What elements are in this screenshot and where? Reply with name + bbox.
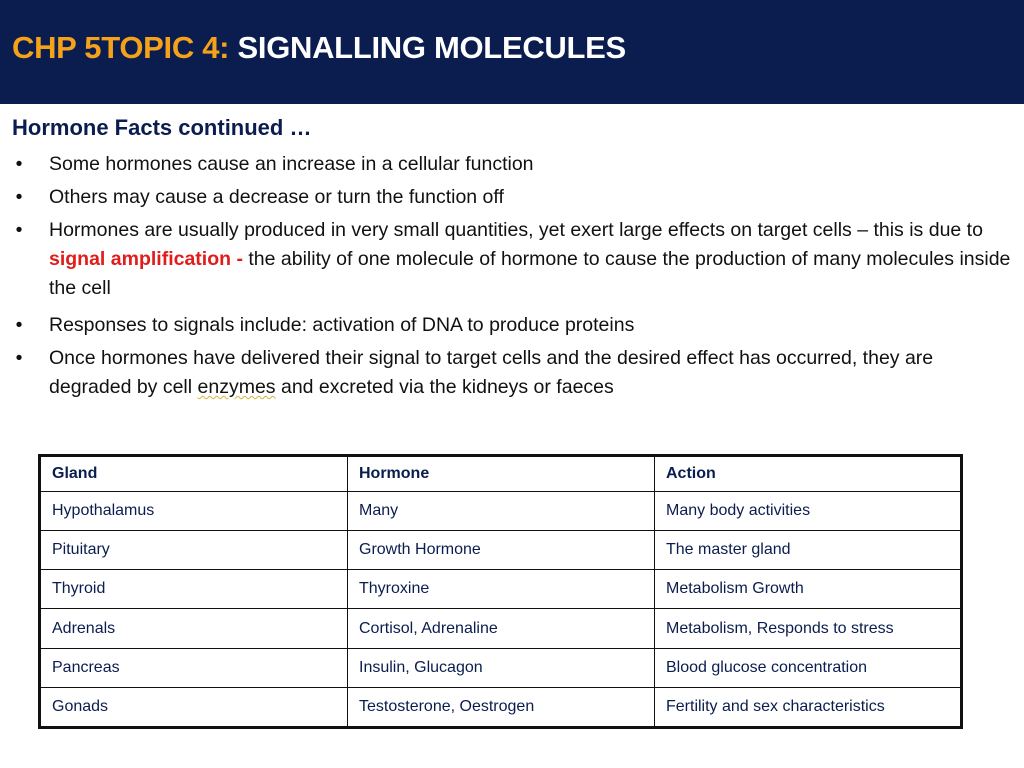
spellcheck-word: enzymes [197, 376, 276, 398]
bullet-icon: • [15, 186, 23, 208]
cell-action: The master gland [655, 531, 961, 570]
cell-action: Blood glucose concentration [655, 648, 961, 687]
table-row [41, 570, 961, 609]
bullet-icon: • [15, 219, 23, 241]
bullet-text: Some hormones cause an increase in a cellular function [49, 153, 534, 175]
bullet-icon: • [15, 314, 23, 336]
table-row [41, 492, 961, 531]
section-subtitle: Hormone Facts continued … [12, 115, 312, 140]
bullet-item [12, 344, 1017, 402]
bullet-list [12, 150, 1017, 410]
cell-gland: Hypothalamus [41, 492, 348, 531]
title-prefix: CHP 5TOPIC 4: [12, 30, 238, 65]
table-row [41, 531, 961, 570]
bullet-icon: • [15, 153, 23, 175]
gland-hormone-table [38, 454, 963, 729]
cell-gland: Gonads [41, 687, 348, 726]
bullet-text: Responses to signals include: activation of DNA to produce proteins [49, 314, 635, 336]
bullet-icon: • [15, 347, 23, 369]
cell-hormone: Thyroxine [348, 570, 655, 609]
cell-action: Metabolism, Responds to stress [655, 609, 961, 648]
cell-action: Fertility and sex characteristics [655, 687, 961, 726]
bullet-text: Once hormones have delivered their signal to target cells and the desired effect has occurred, they are degraded by cell [49, 347, 934, 398]
cell-hormone: Many [348, 492, 655, 531]
cell-hormone: Cortisol, Adrenaline [348, 609, 655, 648]
bullet-item [12, 183, 1017, 212]
table-row [41, 609, 961, 648]
header-action: Action [655, 457, 961, 492]
cell-gland: Adrenals [41, 609, 348, 648]
bullet-text: Hormones are usually produced in very small quantities, yet exert large effects on target cells – this is due to [49, 219, 983, 241]
cell-action: Metabolism Growth [655, 570, 961, 609]
highlight-term: signal amplification - [49, 248, 249, 270]
cell-hormone: Testosterone, Oestrogen [348, 687, 655, 726]
cell-hormone: Growth Hormone [348, 531, 655, 570]
slide-title [12, 30, 626, 66]
bullet-text-continued: the ability of one molecule of hormone to cause the production of many molecules inside the cell [49, 248, 1011, 299]
cell-gland: Pituitary [41, 531, 348, 570]
cell-gland: Pancreas [41, 648, 348, 687]
table-row [41, 648, 961, 687]
bullet-item [12, 150, 1017, 179]
cell-hormone: Insulin, Glucagon [348, 648, 655, 687]
cell-action: Many body activities [655, 492, 961, 531]
bullet-item [12, 311, 1017, 340]
bullet-item [12, 216, 1017, 303]
title-bar [0, 0, 1024, 104]
header-gland: Gland [41, 457, 348, 492]
bullet-text: Others may cause a decrease or turn the function off [49, 186, 504, 208]
cell-gland: Thyroid [41, 570, 348, 609]
header-hormone: Hormone [348, 457, 655, 492]
title-main: SIGNALLING MOLECULES [237, 30, 626, 65]
data-table [40, 456, 961, 727]
table-header-row [41, 457, 961, 492]
bullet-text-continued: and excreted via the kidneys or faeces [275, 376, 614, 398]
table-row [41, 687, 961, 726]
